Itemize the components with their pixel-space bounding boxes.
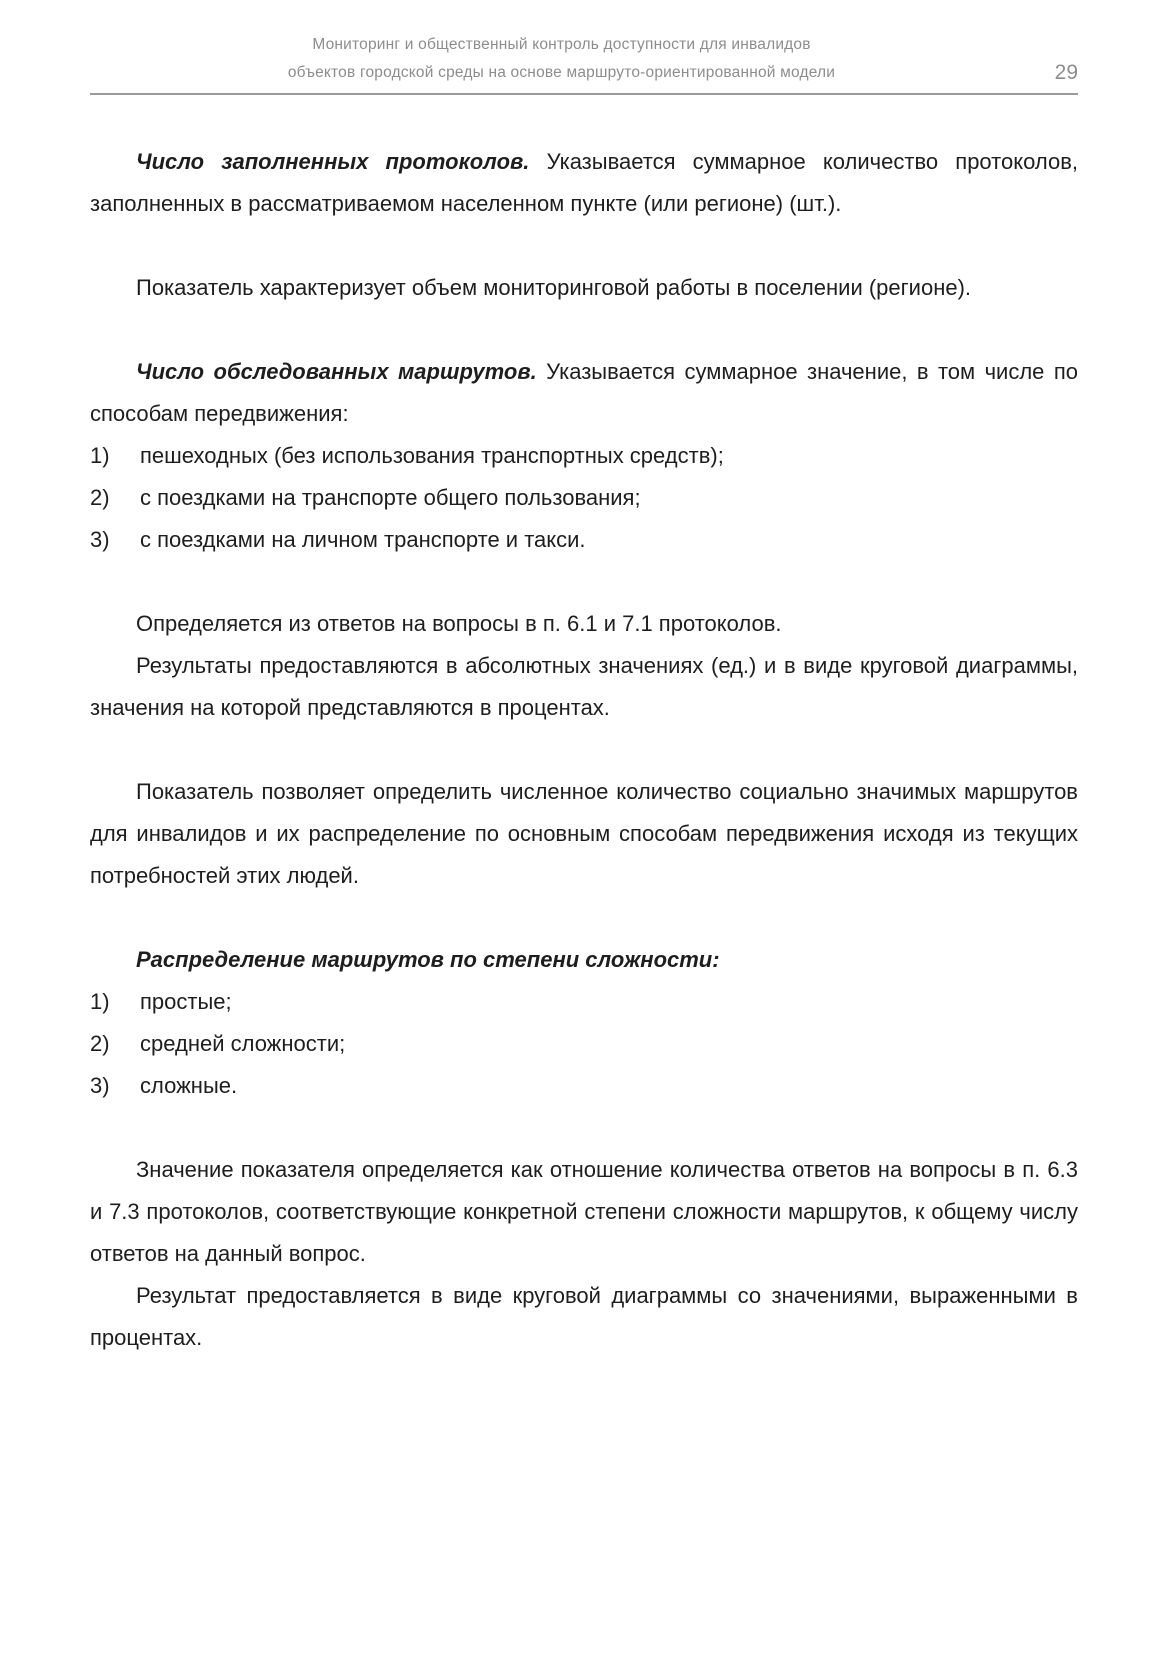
list-item-number: 3) [90, 527, 110, 552]
list-item [90, 519, 1078, 561]
list-item-text: с поездками на транспорте общего пользования; [140, 485, 641, 510]
para-determined-from-answers: Определяется из ответов на вопросы в п. 6.1 и 7.1 протоколов. [136, 611, 782, 636]
transport-modes-list [90, 435, 1078, 561]
list-item [90, 981, 1078, 1023]
page-number: 29 [1054, 61, 1078, 84]
running-title-line-2: объектов городской среды на основе маршруто-ориентированной модели [287, 64, 836, 81]
para-text-surveyed-routes: Указывается суммарное значение, в том числе по способам передвижения: [90, 359, 1078, 426]
list-item [90, 477, 1078, 519]
para-results-absolute-values: Результаты предоставляются в абсолютных значениях (ед.) и в виде круговой диаграммы, значения на которой представляются в процентах. [90, 653, 1078, 720]
running-title-line-1: Мониторинг и общественный контроль доступности для инвалидов [312, 36, 811, 53]
para-indicator-value-ratio: Значение показателя определяется как отношение количества ответов на вопросы в п. 6.3 и 7.3 протоколов, соответствующие конкретной степени сложности маршрутов, к общему числу ответов на данный вопрос. [90, 1157, 1078, 1266]
list-item-number: 1) [90, 989, 110, 1014]
page-header [90, 31, 1078, 87]
para-lead-filled-protocols: Число заполненных протоколов. [136, 149, 530, 174]
para-text-filled-protocols: Указывается суммарное количество протоколов, заполненных в рассматриваемом населенном пункте (или регионе) (шт.). [90, 149, 1078, 216]
para-result-pie-chart: Результат предоставляется в виде круговой диаграммы со значениями, выраженными в процентах. [90, 1283, 1078, 1350]
para-indicator-purpose: Показатель позволяет определить численное количество социально значимых маршрутов для инвалидов и их распределение по основным способам передвижения исходя из текущих потребностей этих людей. [90, 779, 1078, 888]
list-item-text: пешеходных (без использования транспортных средств); [140, 443, 724, 468]
para-monitoring-volume: Показатель характеризует объем мониторинговой работы в поселении (регионе). [136, 275, 972, 300]
header-rule-divider [90, 93, 1078, 95]
list-item-text: средней сложности; [140, 1031, 346, 1056]
list-item-number: 2) [90, 1031, 110, 1056]
para-filled-protocols-count [90, 141, 1078, 225]
list-item-text: простые; [140, 989, 232, 1014]
list-item-number: 3) [90, 1073, 110, 1098]
para-lead-surveyed-routes: Число обследованных маршрутов. [136, 359, 537, 384]
subheading-route-complexity: Распределение маршрутов по степени сложности: [136, 947, 720, 972]
list-item-text: сложные. [140, 1073, 238, 1098]
list-item [90, 1065, 1078, 1107]
para-surveyed-routes-count [90, 351, 1078, 435]
list-item-text: с поездками на личном транспорте и такси. [140, 527, 586, 552]
page-content [90, 141, 1078, 1359]
complexity-list [90, 981, 1078, 1107]
running-title [150, 31, 973, 87]
list-item-number: 1) [90, 443, 110, 468]
list-item [90, 435, 1078, 477]
list-item-number: 2) [90, 485, 110, 510]
list-item [90, 1023, 1078, 1065]
